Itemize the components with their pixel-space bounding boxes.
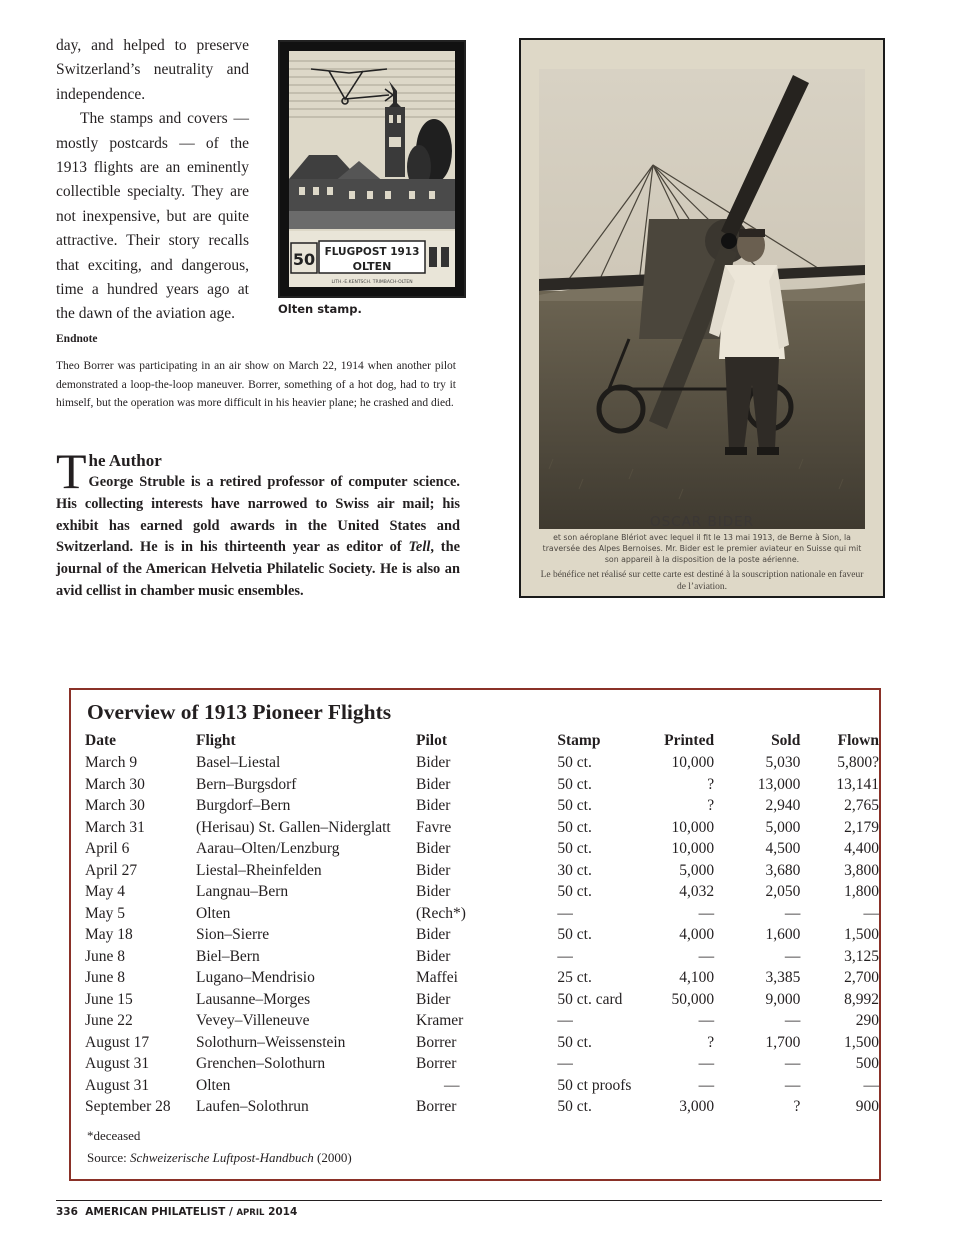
table-row [85,1010,879,1032]
endnote-title: Endnote [56,333,98,345]
stamp-illustration [289,51,455,287]
cell-sold: — [784,904,801,922]
cell-flight: Basel–Liestal [196,754,281,771]
page-footer [56,1206,297,1218]
table-row [85,989,879,1011]
cell-sold: 2,050 [765,883,801,900]
cell-printed: ? [707,775,715,793]
cell-date: August 31 [85,1076,150,1094]
drop-cap: T [56,443,87,499]
cell-stamp: 50 ct. [557,840,592,857]
olten-stamp-image [278,40,466,298]
cell-stamp: 50 ct. [557,1098,592,1115]
table-row [85,1053,879,1075]
paragraph: day, and helped to preserve Switzerland’s neutrality and independence. [56,37,249,103]
column-header-flight: Flight [196,732,236,749]
cell-flight: (Herisau) St. Gallen–Niderglatt [196,818,391,836]
author-bio [56,472,460,603]
postcard-caption: et son aéroplane Blériot avec lequel il fit le 13 mai 1913, de Berne à Sion, la traversée des Alpes Bernoises. Mr. Bider est le premier aviateur en Suisse qui mit son appareil à la disposition de la poste aérienne. [542,533,862,565]
cell-date: May 18 [85,926,133,943]
table-row [85,838,879,860]
issue-year: 2014 [268,1206,298,1218]
cell-sold: ? [793,1098,801,1115]
cell-stamp: 50 ct. [557,775,592,793]
cell-flown: 4,400 [844,840,879,857]
cell-date: September 28 [85,1098,171,1115]
table-row [85,881,879,903]
cell-pilot: (Rech*) [416,904,466,922]
cell-sold: 9,000 [765,990,801,1008]
cell-flight: Grenchen–Solothurn [196,1055,326,1072]
cell-stamp: 50 ct. [557,797,592,814]
cell-date: April 6 [85,840,130,857]
cell-flight: Biel–Bern [196,947,260,965]
cell-pilot: Bider [416,861,451,879]
cell-printed: 4,000 [679,926,715,943]
cell-date: May 4 [85,883,126,900]
cell-stamp: — [557,1012,573,1029]
cell-pilot: Bider [416,797,451,814]
cell-pilot: Maffei [416,969,458,986]
cell-pilot: Favre [416,818,452,836]
cell-printed: 50,000 [671,990,715,1008]
cell-sold: 1,600 [765,926,801,943]
cell-flight: Laufen–Solothrun [196,1098,309,1115]
cell-sold: 5,030 [765,754,801,771]
cell-pilot: Bider [416,947,451,965]
footer-separator: / [225,1206,237,1218]
cell-flown: 8,992 [844,990,879,1008]
cell-flown: 1,500 [844,926,879,943]
cell-sold: — [784,1055,801,1072]
cell-sold: 1,700 [765,1033,801,1051]
cell-pilot: Borrer [416,1055,457,1072]
cell-printed: 10,000 [671,754,715,771]
cell-stamp: — [557,1055,573,1072]
stamp-denomination: 50 [292,250,316,269]
oscar-bider-postcard [519,38,885,598]
column-header-printed: Printed [664,732,715,749]
cell-flown: 900 [855,1098,879,1115]
cell-printed: 5,000 [679,861,715,879]
cell-flight: Lugano–Mendrisio [196,969,315,986]
cell-printed: — [698,904,715,922]
cell-pilot: Bider [416,840,451,857]
cell-flight: Olten [196,904,231,922]
table-header-row [85,730,879,752]
cell-date: May 5 [85,904,126,922]
cell-pilot: Bider [416,990,451,1008]
magazine-name: AMERICAN PHILATELIST [85,1206,226,1218]
footer-rule [56,1200,882,1201]
cell-stamp: — [557,904,573,922]
pioneer-flights-table [85,730,879,1118]
cell-stamp: 50 ct. [557,926,592,943]
cell-sold: 3,680 [765,861,801,879]
author-bio-text: George Struble is a retired professor of computer science. His collecting interests have narrowed to Swiss air mail; his exhibit has earned gold awards in the United States and Switzerland. He is in his thirteenth year as editor of [56,474,460,556]
cell-flight: Vevey–Villeneuve [196,1012,310,1029]
cell-date: March 30 [85,797,145,814]
paragraph: The stamps and covers — mostly postcards — of the 1913 flights are an eminently collectible specialty. They are not inexpensive, but are quite attractive. Their story recalls that exciting, and dangerous, time a hundred years ago at the dawn of the aviation age. [56,110,249,323]
cell-flown: — [863,904,879,922]
cell-sold: — [784,1076,801,1094]
cell-printed: 4,032 [679,883,715,900]
cell-printed: ? [707,1033,715,1051]
column-header-pilot: Pilot [416,732,447,749]
postcard-pilot-name: OSCAR BIDER [649,514,755,530]
author-section [56,443,460,603]
page-number: 336 [56,1206,78,1218]
cell-pilot: Borrer [416,1033,457,1051]
cell-stamp: 50 ct. [557,818,592,836]
cell-sold: 13,000 [757,775,801,793]
cell-sold: 2,940 [765,797,801,814]
author-bio-text: , the journal of the American Helvetia Philatelic Society. He is also an avid cellist in chamber music ensembles. [56,539,460,599]
table-row [85,752,879,774]
postcard-caption-subscription: Le bénéfice net réalisé sur cette carte est destiné à la souscription nationale en faveur de l’aviation. [540,570,864,592]
journal-title: Tell [408,539,431,556]
article-body-column [56,34,249,327]
cell-date: June 22 [85,1012,133,1029]
table-body [85,752,879,1118]
table-source [87,1150,352,1166]
cell-flight: Liestal–Rheinfelden [196,861,322,879]
cell-flown: 2,179 [844,818,879,836]
cell-printed: — [698,947,715,965]
cell-flight: Langnau–Bern [196,883,289,900]
postcard-photo [539,54,865,544]
cell-pilot: Bider [416,754,451,771]
cell-printed: — [698,1012,715,1029]
cell-sold: 3,385 [765,969,801,986]
pioneer-flights-table-box [69,688,881,1181]
author-heading: he Author [88,451,162,470]
cell-date: June 8 [85,969,126,986]
cell-stamp: 30 ct. [557,861,592,879]
cell-sold: — [784,947,801,965]
cell-date: March 30 [85,775,145,793]
cell-printed: — [698,1055,715,1072]
cell-printed: 4,100 [679,969,715,986]
cell-pilot: Bider [416,926,451,943]
cell-flight: Burgdorf–Bern [196,797,291,814]
table-row [85,817,879,839]
table-row [85,774,879,796]
stamp-line2: OLTEN [352,260,392,273]
table-row [85,903,879,925]
cell-pilot: Bider [416,775,451,793]
cell-date: August 31 [85,1055,150,1072]
source-title: Schweizerische Luftpost-Handbuch [129,1150,314,1165]
table-row [85,1032,879,1054]
cell-date: April 27 [85,861,138,879]
source-prefix: Source: [87,1150,130,1165]
cell-stamp: 50 ct. [557,754,592,771]
cell-flown: 290 [855,1012,879,1029]
cell-flight: Solothurn–Weissenstein [196,1033,346,1051]
cell-flown: 500 [855,1055,879,1072]
cell-printed: 10,000 [671,840,715,857]
cell-flown: 3,800 [844,861,879,879]
cell-date: June 8 [85,947,126,965]
cell-flown: 1,500 [844,1033,879,1051]
cell-sold: — [784,1012,801,1029]
source-suffix: (2000) [313,1150,352,1165]
column-header-sold: Sold [771,732,801,749]
table-row [85,860,879,882]
cell-flight: Lausanne–Morges [196,990,311,1008]
cell-stamp: 50 ct. card [557,990,623,1008]
stamp-caption: Olten stamp. [278,302,362,316]
cell-pilot: Borrer [416,1098,457,1115]
cell-flown: 1,800 [844,883,879,900]
cell-stamp: 50 ct proofs [557,1076,632,1094]
cell-sold: 4,500 [765,840,801,857]
table-row [85,1096,879,1118]
endnote-text: Theo Borrer was participating in an air show on March 22, 1914 when another pilot demonstrated a loop-the-loop maneuver. Borrer, something of a hot dog, had to try it himself, but the operation was more difficult in his heavier plane; he crashed and died. [56,360,456,410]
cell-flown: 3,125 [844,947,879,965]
issue-month: APRIL [236,1208,265,1218]
table-row [85,946,879,968]
cell-printed: — [698,1076,715,1094]
cell-pilot: Kramer [416,1012,464,1029]
cell-stamp: 25 ct. [557,969,592,986]
cell-sold: 5,000 [765,818,801,836]
table-row [85,924,879,946]
table-title: Overview of 1913 Pioneer Flights [87,700,392,724]
cell-stamp: — [557,947,573,965]
table-row [85,795,879,817]
column-header-date: Date [85,732,116,749]
cell-flight: Olten [196,1076,231,1094]
cell-stamp: 50 ct. [557,883,592,900]
cell-printed: 10,000 [671,818,715,836]
cell-flown: 13,141 [836,775,879,793]
cell-flight: Bern–Burgsdorf [196,775,297,793]
cell-printed: 3,000 [679,1098,715,1115]
cell-date: August 17 [85,1033,150,1051]
cell-flight: Aarau–Olten/Lenzburg [196,840,340,857]
cell-flown: 2,700 [844,969,879,986]
cell-pilot: Bider [416,883,451,900]
cell-flight: Sion–Sierre [196,926,270,943]
table-row [85,967,879,989]
table-footnote: *deceased [87,1128,141,1143]
cell-date: March 9 [85,754,138,771]
column-header-stamp: Stamp [557,732,601,749]
cell-flown: 5,800? [837,754,879,771]
stamp-line1: FLUGPOST 1913 [324,246,420,258]
cell-flown: — [863,1076,879,1094]
cell-pilot: — [444,1076,460,1094]
cell-stamp: 50 ct. [557,1033,592,1051]
cell-printed: ? [707,797,715,814]
cell-date: March 31 [85,818,145,836]
stamp-imprint: LITH.-E.KENTSCH. TRIMBACH-OLTEN [331,280,413,285]
column-header-flown: Flown [837,732,879,749]
cell-flown: 2,765 [844,797,879,814]
cell-date: June 15 [85,990,133,1008]
table-row [85,1075,879,1097]
